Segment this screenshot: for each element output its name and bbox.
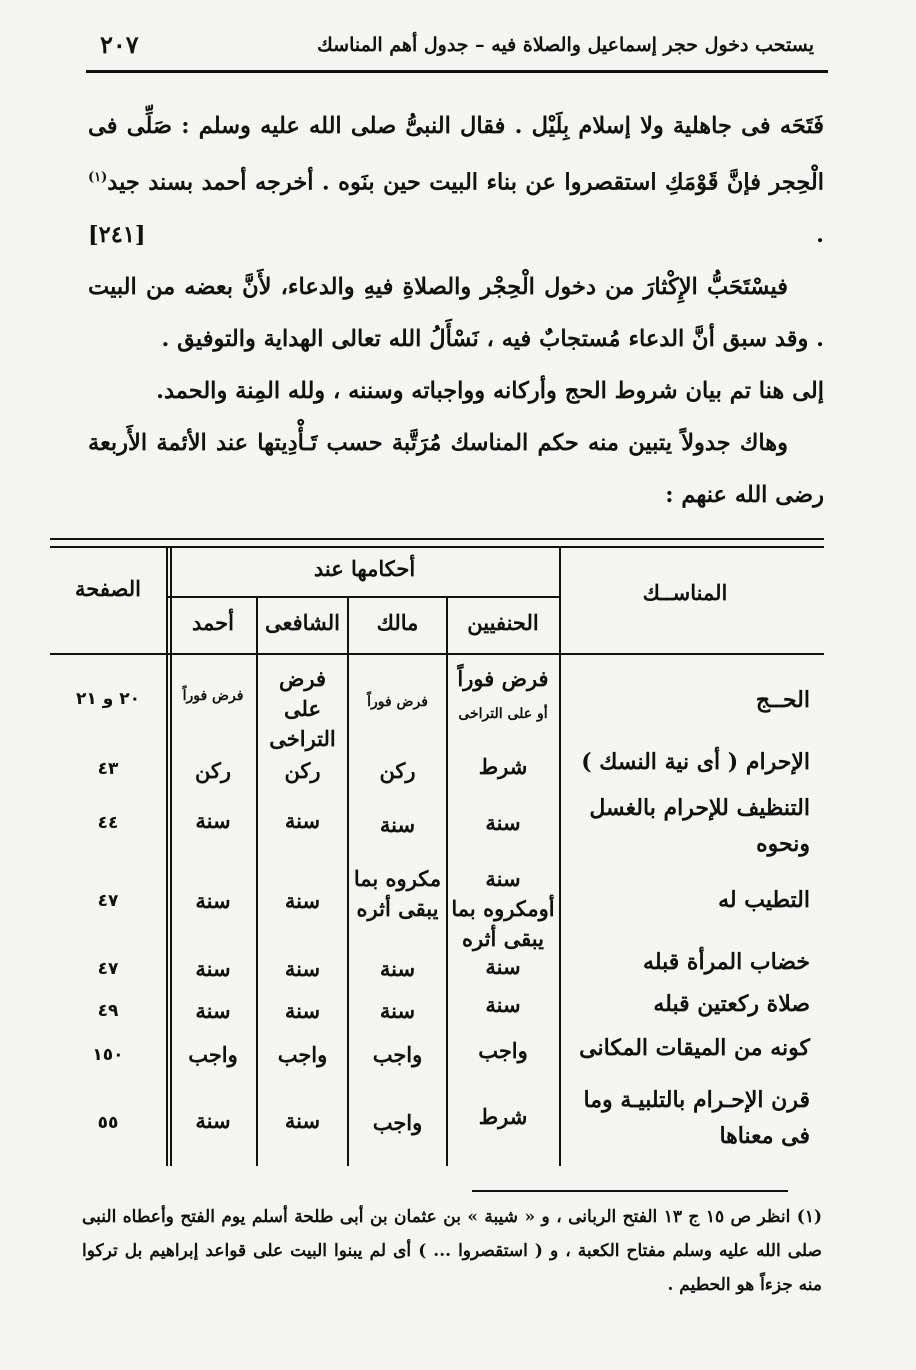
page-ref-cell: ٤٧ xyxy=(97,959,119,979)
footnote xyxy=(82,1200,822,1302)
hadith-reference: [٢٤١] xyxy=(88,221,146,248)
paragraph-3: إلى هنا تم بيان شروط الحج وأركانه وواجباته وسننه ، ولله المِنة والحمد. xyxy=(156,377,824,404)
shafii-cell: واجب xyxy=(277,1042,328,1067)
column-divider xyxy=(170,546,172,1166)
hanbali-cell: واجب xyxy=(188,1042,238,1067)
maliki-cell: واجب xyxy=(372,1042,423,1067)
page-ref-cell: ٥٥ xyxy=(97,1113,119,1133)
table-subheader-rule xyxy=(168,596,559,598)
running-title: يستحب دخول حجر إسماعيل والصلاة فيه – جدول أهم المناسك xyxy=(317,34,814,56)
rite-cell: التنظيف للإحرام بالغسل ونحوه xyxy=(589,795,810,857)
table-top-rule xyxy=(50,538,824,540)
hanafi-cell: سنة xyxy=(485,954,521,979)
maliki-cell: ركن xyxy=(379,758,416,783)
shafii-cell: سنة xyxy=(284,808,321,833)
hanafi-cell: سنة أومكروه بما يبقى أثره xyxy=(451,866,555,951)
header-hanbali: أحمد xyxy=(192,610,234,635)
shafii-cell: سنة xyxy=(284,998,321,1023)
hanafi-cell: فرض فوراً xyxy=(457,666,549,691)
page-ref-cell: ٤٣ xyxy=(97,759,119,779)
hanafi-cell: شرط xyxy=(478,1104,528,1129)
rite-cell: خضاب المرأة قبله xyxy=(643,949,810,975)
hanbali-cell: سنة xyxy=(195,1108,231,1133)
shafii-cell: سنة xyxy=(284,956,321,981)
header-rule xyxy=(86,70,828,73)
hanbali-cell: فرض فوراً xyxy=(182,688,244,704)
rite-cell: كونه من الميقات المكانى xyxy=(579,1035,810,1061)
paragraph-1: فَتَحَه فى جاهلية ولا إسلام بِلَيْل . فقال النبىُّ صلى الله عليه وسلم : صَلِّى فى الْحِجر فإنَّ قَوْمَكِ استقصروا عن بناء البيت حين بنَوه . أخرجه أحمد بسند جيد$^{(١)}$ . [٢٤١] xyxy=(88,100,824,261)
shafii-cell: ركن xyxy=(284,758,321,783)
footnote-rule xyxy=(472,1190,788,1192)
footnote-marker: (١) xyxy=(88,170,108,185)
hanbali-cell: سنة xyxy=(195,956,231,981)
hanafi-cell: سنة xyxy=(485,992,521,1017)
maliki-cell: واجب xyxy=(372,1110,423,1135)
page-ref-cell: ٢٠ و ٢١ xyxy=(76,689,140,709)
footnote-text: (١) انظر ص ١٥ ج ١٣ الفتح الربانى ، و « شيبة » بن عثمان بن أبى طلحة أسلم يوم الفتح وأعطاه النبى صلى الله عليه وسلم مفتاح الكعبة ، و ( استقصروا ... ) أى لم يبنوا البيت على قواعد إبراهيم بل تركوا منه جزءاً هو الحطيم . xyxy=(82,1207,822,1295)
hanbali-cell: سنة xyxy=(195,888,231,913)
page-number: ٢٠٧ xyxy=(100,30,139,59)
rite-cell: الإحرام ( أى نية النسك ) xyxy=(581,749,810,775)
column-divider xyxy=(166,546,168,1166)
hanbali-cell: سنة xyxy=(195,808,231,833)
page-ref-cell: ٤٩ xyxy=(97,1001,119,1021)
shafii-cell: فرض على التراخى xyxy=(269,666,336,751)
rite-cell: قرن الإحـرام بالتلبيـة وما فى معناها xyxy=(583,1087,810,1149)
header-hanafi: الحنفيين xyxy=(467,610,539,635)
maliki-cell: فرض فوراً xyxy=(367,694,428,710)
paragraph-1-text: فَتَحَه فى جاهلية ولا إسلام بِلَيْل . فقال النبىُّ صلى الله عليه وسلم : صَلِّى فى الْحِجر فإنَّ قَوْمَكِ استقصروا عن بناء البيت حين بنَوه . أخرجه أحمد بسند جيد xyxy=(88,113,824,196)
header-page: الصفحة xyxy=(75,576,141,601)
page-ref-cell: ٤٤ xyxy=(97,813,119,833)
body-text xyxy=(88,100,824,521)
page-ref-cell: ١٥٠ xyxy=(92,1045,124,1065)
maliki-cell: سنة xyxy=(379,812,416,837)
maliki-cell: سنة xyxy=(379,998,416,1023)
header-shafii: الشافعى xyxy=(264,610,341,635)
page-ref-cell: ٤٧ xyxy=(97,891,119,911)
header-maliki: مالك xyxy=(376,610,419,635)
paragraph-4: وهاك جدولاً يتبين منه حكم المناسك مُرَتَّبة حسب تَـأْدِيتها عند الأئمة الأَربعة رضى الله عنهم : xyxy=(88,429,824,508)
hanafi-cell: سنة xyxy=(485,810,521,835)
hanbali-cell: سنة xyxy=(195,998,231,1023)
hanafi-cell: واجب xyxy=(478,1038,528,1063)
hanbali-cell: ركن xyxy=(194,758,232,783)
maliki-cell: سنة xyxy=(379,956,416,981)
paragraph-2: فيسْتَحَبُّ الإِكْثارَ من دخول الْحِجْر والصلاةِ فيهِ والدعاء، لأَنَّ بعضه من البيت . وقد سبق أنَّ الدعاء مُستجابٌ فيه ، نَسْأَلُ الله تعالى الهداية والتوفيق . xyxy=(88,273,824,352)
hanafi-note-cell: أو على التراخى xyxy=(458,706,548,722)
shafii-cell: سنة xyxy=(284,1108,321,1133)
page-header xyxy=(86,30,828,70)
hanafi-cell: شرط xyxy=(478,754,528,779)
rite-cell: صلاة ركعتين قبله xyxy=(653,991,810,1017)
header-rulings: أحكامها عند xyxy=(313,556,416,581)
maliki-cell: مكروه بما يبقى أثره xyxy=(353,866,442,921)
shafii-cell: سنة xyxy=(284,888,321,913)
header-rites: المناســك xyxy=(642,580,728,605)
rite-cell: الحــج xyxy=(755,687,810,713)
column-divider xyxy=(559,546,561,1166)
rite-cell: التطيب له xyxy=(718,887,810,913)
